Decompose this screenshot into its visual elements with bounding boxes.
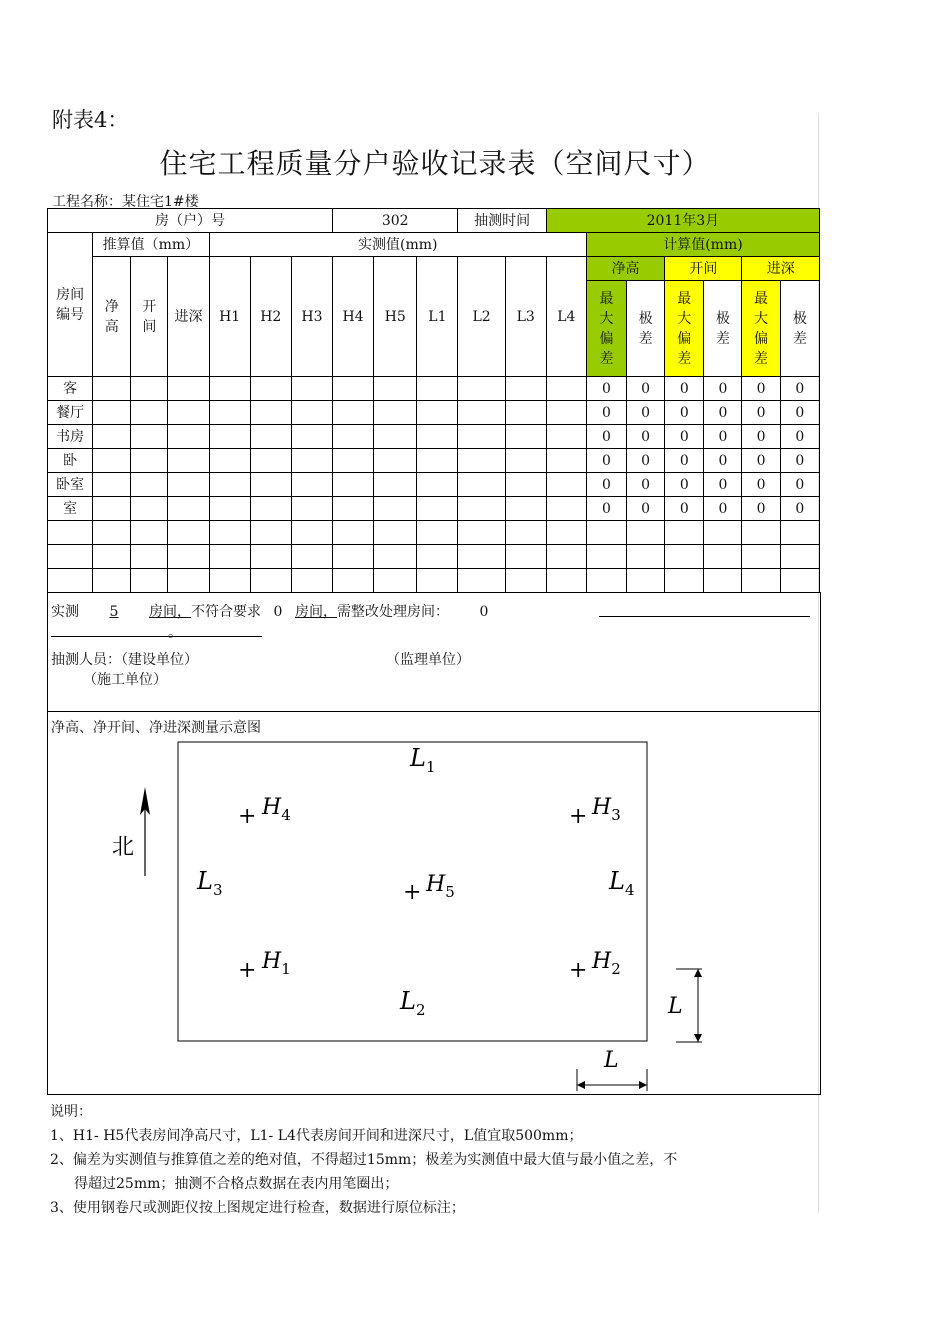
value-cell[interactable] bbox=[168, 545, 209, 569]
est-net-height-header: 净 高 bbox=[93, 257, 131, 377]
value-cell[interactable] bbox=[546, 401, 586, 425]
value-cell[interactable] bbox=[417, 497, 458, 521]
calc-value-cell: 0 bbox=[627, 425, 665, 449]
table-row bbox=[48, 401, 820, 425]
calc-value-cell: 0 bbox=[665, 401, 704, 425]
calc-value-cell: 0 bbox=[627, 497, 665, 521]
room-code-cell: 书房 bbox=[48, 425, 93, 449]
value-cell[interactable] bbox=[374, 497, 417, 521]
dim-h-arrow-right bbox=[639, 1081, 647, 1089]
value-cell[interactable] bbox=[291, 545, 332, 569]
value-cell[interactable] bbox=[168, 425, 209, 449]
calc-value-cell: 0 bbox=[586, 377, 626, 401]
bay-range: 极 差 bbox=[704, 281, 742, 377]
rectify-count: 0 bbox=[479, 604, 489, 620]
attachment-label: 附表4： bbox=[52, 108, 129, 132]
calc-value-cell bbox=[780, 569, 819, 593]
value-cell[interactable] bbox=[250, 497, 291, 521]
value-cell[interactable] bbox=[546, 569, 586, 593]
calc-value-cell bbox=[665, 569, 704, 593]
label-l3: $L_3$ bbox=[197, 867, 223, 899]
value-cell[interactable] bbox=[505, 449, 546, 473]
value-cell[interactable] bbox=[374, 449, 417, 473]
calc-value-cell: 0 bbox=[704, 473, 742, 497]
fail-count: 0 bbox=[273, 604, 283, 620]
value-cell[interactable] bbox=[546, 545, 586, 569]
label-h4: $H_4$ bbox=[262, 795, 291, 824]
summary-underline-2 bbox=[51, 636, 262, 637]
value-cell[interactable] bbox=[291, 473, 332, 497]
value-cell[interactable] bbox=[417, 569, 458, 593]
value-cell[interactable] bbox=[417, 521, 458, 545]
calc-value-cell: 0 bbox=[665, 449, 704, 473]
calc-value-cell: 0 bbox=[665, 425, 704, 449]
room-code-cell bbox=[48, 569, 93, 593]
value-cell[interactable] bbox=[417, 545, 458, 569]
value-cell[interactable] bbox=[417, 377, 458, 401]
value-cell[interactable] bbox=[417, 473, 458, 497]
measured-count: 5 bbox=[109, 604, 119, 620]
calc-value-cell: 0 bbox=[704, 497, 742, 521]
room-code-cell: 卧室 bbox=[48, 473, 93, 497]
note-1: 1、H1- H5代表房间净高尺寸，L1- L4代表房间开间和进深尺寸，L值宜取500mm； bbox=[50, 1128, 583, 1144]
calc-value-cell bbox=[586, 545, 626, 569]
depth-range: 极 差 bbox=[780, 281, 819, 377]
calc-value-cell bbox=[627, 569, 665, 593]
calc-value-cell: 0 bbox=[742, 497, 780, 521]
value-cell[interactable] bbox=[333, 377, 374, 401]
notes-section bbox=[50, 1100, 810, 1220]
table-row bbox=[48, 521, 820, 545]
calc-value-cell bbox=[704, 521, 742, 545]
value-cell[interactable] bbox=[333, 425, 374, 449]
value-cell[interactable] bbox=[93, 569, 131, 593]
table-row bbox=[48, 449, 820, 473]
calc-value-cell: 0 bbox=[742, 473, 780, 497]
value-cell[interactable] bbox=[505, 545, 546, 569]
value-cell[interactable] bbox=[374, 425, 417, 449]
cross-h3: + bbox=[569, 804, 588, 829]
calc-value-cell: 0 bbox=[627, 473, 665, 497]
calc-value-cell bbox=[704, 545, 742, 569]
value-cell[interactable] bbox=[505, 521, 546, 545]
value-cell[interactable] bbox=[291, 521, 332, 545]
value-cell[interactable] bbox=[131, 449, 168, 473]
calc-value-cell bbox=[665, 521, 704, 545]
bay-subgroup: 开间 bbox=[665, 257, 742, 281]
value-cell[interactable] bbox=[458, 521, 505, 545]
calc-value-cell: 0 bbox=[780, 449, 819, 473]
value-cell[interactable] bbox=[374, 545, 417, 569]
calc-value-cell bbox=[742, 545, 780, 569]
cross-h5: + bbox=[403, 880, 422, 905]
depth-max-dev: 最 大 偏 差 bbox=[742, 281, 780, 377]
table-row bbox=[48, 545, 820, 569]
label-l2: $L_2$ bbox=[400, 987, 426, 1019]
value-cell[interactable] bbox=[250, 401, 291, 425]
label-h2: $H_2$ bbox=[592, 949, 621, 978]
value-cell[interactable] bbox=[93, 377, 131, 401]
bay-max-dev: 最 大 偏 差 bbox=[665, 281, 704, 377]
value-cell[interactable] bbox=[458, 449, 505, 473]
value-cell[interactable] bbox=[505, 377, 546, 401]
value-cell[interactable] bbox=[505, 401, 546, 425]
summary-line: 实测 5 房间，不符合要求 0 房间，需整改处理房间： 0 bbox=[51, 601, 519, 621]
room-code-cell: 客 bbox=[48, 377, 93, 401]
calc-value-cell: 0 bbox=[665, 377, 704, 401]
value-cell[interactable] bbox=[93, 545, 131, 569]
col-l4: L4 bbox=[546, 257, 586, 377]
value-cell[interactable] bbox=[291, 497, 332, 521]
dim-h-arrow-left bbox=[577, 1081, 585, 1089]
value-cell[interactable] bbox=[209, 425, 250, 449]
value-cell[interactable] bbox=[333, 497, 374, 521]
sample-time-value: 2011年3月 bbox=[546, 209, 819, 233]
calc-value-cell: 0 bbox=[627, 401, 665, 425]
value-cell[interactable] bbox=[209, 449, 250, 473]
value-cell[interactable] bbox=[93, 521, 131, 545]
calc-value-cell: 0 bbox=[704, 377, 742, 401]
calc-value-cell: 0 bbox=[780, 497, 819, 521]
summary-underline bbox=[599, 616, 810, 617]
room-code-header: 房间 编号 bbox=[48, 233, 93, 377]
calc-value-cell: 0 bbox=[742, 449, 780, 473]
calc-value-cell: 0 bbox=[780, 473, 819, 497]
summary-section bbox=[47, 592, 821, 712]
calc-value-cell: 0 bbox=[586, 473, 626, 497]
supervisor-label: （监理单位） bbox=[386, 652, 470, 668]
value-cell[interactable] bbox=[505, 569, 546, 593]
note-3: 3、使用钢卷尺或测距仪按上图规定进行检查，数据进行原位标注； bbox=[50, 1200, 465, 1216]
value-cell[interactable] bbox=[374, 569, 417, 593]
calc-value-cell: 0 bbox=[704, 401, 742, 425]
value-cell[interactable] bbox=[209, 569, 250, 593]
value-cell[interactable] bbox=[168, 521, 209, 545]
table-row bbox=[48, 473, 820, 497]
value-cell[interactable] bbox=[333, 473, 374, 497]
inspectors-label: 抽测人员：（建设单位） bbox=[51, 652, 198, 668]
calc-value-cell: 0 bbox=[742, 425, 780, 449]
value-cell[interactable] bbox=[458, 425, 505, 449]
summary-end-mark: 。 bbox=[168, 625, 182, 641]
value-cell[interactable] bbox=[131, 569, 168, 593]
value-cell[interactable] bbox=[168, 497, 209, 521]
calc-value-cell: 0 bbox=[704, 425, 742, 449]
cross-h4: + bbox=[238, 804, 257, 829]
value-cell[interactable] bbox=[291, 569, 332, 593]
calc-value-cell bbox=[665, 545, 704, 569]
label-h5: $H_5$ bbox=[426, 872, 455, 901]
room-code-cell bbox=[48, 521, 93, 545]
table-row bbox=[48, 497, 820, 521]
diagram-section bbox=[47, 711, 821, 1095]
net-height-max-dev: 最 大 偏 差 bbox=[586, 281, 626, 377]
calc-value-cell: 0 bbox=[627, 449, 665, 473]
calc-value-cell: 0 bbox=[742, 401, 780, 425]
measurement-diagram bbox=[48, 711, 820, 1094]
value-cell[interactable] bbox=[250, 569, 291, 593]
col-h1: H1 bbox=[209, 257, 250, 377]
value-cell[interactable] bbox=[209, 377, 250, 401]
value-cell[interactable] bbox=[250, 425, 291, 449]
inspection-table bbox=[47, 208, 820, 593]
label-l4: $L_4$ bbox=[609, 867, 635, 899]
calc-value-cell bbox=[780, 521, 819, 545]
cross-h2: + bbox=[569, 958, 588, 983]
net-height-subgroup: 净高 bbox=[586, 257, 664, 281]
value-cell[interactable] bbox=[131, 401, 168, 425]
contractor-label: （施工单位） bbox=[83, 672, 167, 688]
project-name: 工程名称：某住宅1#楼 bbox=[52, 194, 199, 210]
value-cell[interactable] bbox=[374, 473, 417, 497]
col-h3: H3 bbox=[291, 257, 332, 377]
value-cell[interactable] bbox=[93, 449, 131, 473]
value-cell[interactable] bbox=[250, 377, 291, 401]
diagram-caption: 净高、净开间、净进深测量示意图 bbox=[51, 720, 261, 736]
value-cell[interactable] bbox=[93, 473, 131, 497]
col-l2: L2 bbox=[458, 257, 505, 377]
value-cell[interactable] bbox=[546, 521, 586, 545]
value-cell[interactable] bbox=[250, 521, 291, 545]
est-depth-header: 进深 bbox=[168, 257, 209, 377]
value-cell[interactable] bbox=[546, 497, 586, 521]
label-h1: $H_1$ bbox=[262, 949, 291, 978]
sample-time-label: 抽测时间 bbox=[458, 209, 546, 233]
value-cell[interactable] bbox=[291, 377, 332, 401]
calc-value-cell bbox=[586, 521, 626, 545]
col-l1: L1 bbox=[417, 257, 458, 377]
notes-heading: 说明： bbox=[50, 1104, 92, 1120]
value-cell[interactable] bbox=[168, 401, 209, 425]
room-code-cell: 卧 bbox=[48, 449, 93, 473]
col-h5: H5 bbox=[374, 257, 417, 377]
label-h3: $H_3$ bbox=[592, 795, 621, 824]
value-cell[interactable] bbox=[131, 425, 168, 449]
value-cell[interactable] bbox=[209, 473, 250, 497]
value-cell[interactable] bbox=[505, 473, 546, 497]
room-code-cell bbox=[48, 545, 93, 569]
value-cell[interactable] bbox=[333, 401, 374, 425]
value-cell[interactable] bbox=[93, 401, 131, 425]
value-cell[interactable] bbox=[131, 473, 168, 497]
room-no-label: 房（户）号 bbox=[48, 209, 333, 233]
calc-value-cell: 0 bbox=[780, 425, 819, 449]
calc-value-cell bbox=[627, 545, 665, 569]
value-cell[interactable] bbox=[546, 449, 586, 473]
value-cell[interactable] bbox=[291, 401, 332, 425]
value-cell[interactable] bbox=[458, 473, 505, 497]
value-cell[interactable] bbox=[209, 521, 250, 545]
value-cell[interactable] bbox=[250, 545, 291, 569]
page-title: 住宅工程质量分户验收记录表（空间尺寸） bbox=[159, 147, 711, 180]
col-h2: H2 bbox=[250, 257, 291, 377]
value-cell[interactable] bbox=[333, 545, 374, 569]
calc-value-cell bbox=[780, 545, 819, 569]
cross-h1: + bbox=[238, 958, 257, 983]
calculated-group-header: 计算值(mm) bbox=[586, 233, 819, 257]
net-height-range: 极 差 bbox=[627, 281, 665, 377]
calc-value-cell bbox=[742, 569, 780, 593]
calc-value-cell: 0 bbox=[780, 377, 819, 401]
value-cell[interactable] bbox=[417, 425, 458, 449]
calc-value-cell: 0 bbox=[586, 425, 626, 449]
room-code-cell: 室 bbox=[48, 497, 93, 521]
note-2-cont: 得超过25mm；抽测不合格点数据在表内用笔圈出； bbox=[74, 1176, 399, 1192]
dim-v-label: L bbox=[668, 994, 683, 1019]
value-cell[interactable] bbox=[93, 425, 131, 449]
value-cell[interactable] bbox=[505, 425, 546, 449]
value-cell[interactable] bbox=[131, 521, 168, 545]
calc-value-cell bbox=[742, 521, 780, 545]
dim-h-label: L bbox=[604, 1048, 619, 1073]
room-no-value: 302 bbox=[333, 209, 458, 233]
value-cell[interactable] bbox=[458, 545, 505, 569]
calc-value-cell: 0 bbox=[780, 401, 819, 425]
depth-subgroup: 进深 bbox=[742, 257, 820, 281]
dim-v-arrow-top bbox=[694, 969, 702, 977]
value-cell[interactable] bbox=[131, 377, 168, 401]
value-cell[interactable] bbox=[546, 377, 586, 401]
note-2: 2、偏差为实测值与推算值之差的绝对值，不得超过15mm；极差为实测值中最大值与最小值之差，不 bbox=[50, 1152, 678, 1168]
col-l3: L3 bbox=[505, 257, 546, 377]
est-bay-header: 开 间 bbox=[131, 257, 168, 377]
value-cell[interactable] bbox=[168, 569, 209, 593]
dim-v-arrow-bottom bbox=[694, 1034, 702, 1042]
calc-value-cell: 0 bbox=[665, 473, 704, 497]
value-cell[interactable] bbox=[291, 425, 332, 449]
value-cell[interactable] bbox=[250, 449, 291, 473]
value-cell[interactable] bbox=[458, 497, 505, 521]
calc-value-cell bbox=[586, 569, 626, 593]
calc-value-cell: 0 bbox=[704, 449, 742, 473]
value-cell[interactable] bbox=[168, 377, 209, 401]
value-cell[interactable] bbox=[374, 377, 417, 401]
calc-value-cell: 0 bbox=[586, 449, 626, 473]
value-cell[interactable] bbox=[417, 401, 458, 425]
value-cell[interactable] bbox=[546, 425, 586, 449]
calc-value-cell: 0 bbox=[586, 401, 626, 425]
value-cell[interactable] bbox=[291, 449, 332, 473]
label-l1: $L_1$ bbox=[410, 744, 436, 776]
col-h4: H4 bbox=[333, 257, 374, 377]
table-row bbox=[48, 425, 820, 449]
table-row bbox=[48, 569, 820, 593]
value-cell[interactable] bbox=[93, 497, 131, 521]
table-row bbox=[48, 377, 820, 401]
value-cell[interactable] bbox=[374, 401, 417, 425]
value-cell[interactable] bbox=[250, 473, 291, 497]
value-cell[interactable] bbox=[209, 545, 250, 569]
calc-value-cell bbox=[704, 569, 742, 593]
value-cell[interactable] bbox=[209, 401, 250, 425]
value-cell[interactable] bbox=[333, 521, 374, 545]
value-cell[interactable] bbox=[168, 449, 209, 473]
value-cell[interactable] bbox=[131, 545, 168, 569]
value-cell[interactable] bbox=[417, 449, 458, 473]
value-cell[interactable] bbox=[374, 521, 417, 545]
measured-group-header: 实测值(mm) bbox=[209, 233, 586, 257]
value-cell[interactable] bbox=[458, 377, 505, 401]
value-cell[interactable] bbox=[505, 497, 546, 521]
value-cell[interactable] bbox=[209, 497, 250, 521]
value-cell[interactable] bbox=[333, 449, 374, 473]
calc-value-cell: 0 bbox=[665, 497, 704, 521]
calc-value-cell: 0 bbox=[742, 377, 780, 401]
value-cell[interactable] bbox=[546, 473, 586, 497]
value-cell[interactable] bbox=[131, 497, 168, 521]
value-cell[interactable] bbox=[333, 569, 374, 593]
calc-value-cell: 0 bbox=[627, 377, 665, 401]
calc-value-cell bbox=[627, 521, 665, 545]
north-label: 北 bbox=[112, 835, 135, 860]
room-code-cell: 餐厅 bbox=[48, 401, 93, 425]
estimated-group-header: 推算值（mm） bbox=[93, 233, 209, 257]
value-cell[interactable] bbox=[168, 473, 209, 497]
value-cell[interactable] bbox=[458, 401, 505, 425]
value-cell[interactable] bbox=[458, 569, 505, 593]
calc-value-cell: 0 bbox=[586, 497, 626, 521]
